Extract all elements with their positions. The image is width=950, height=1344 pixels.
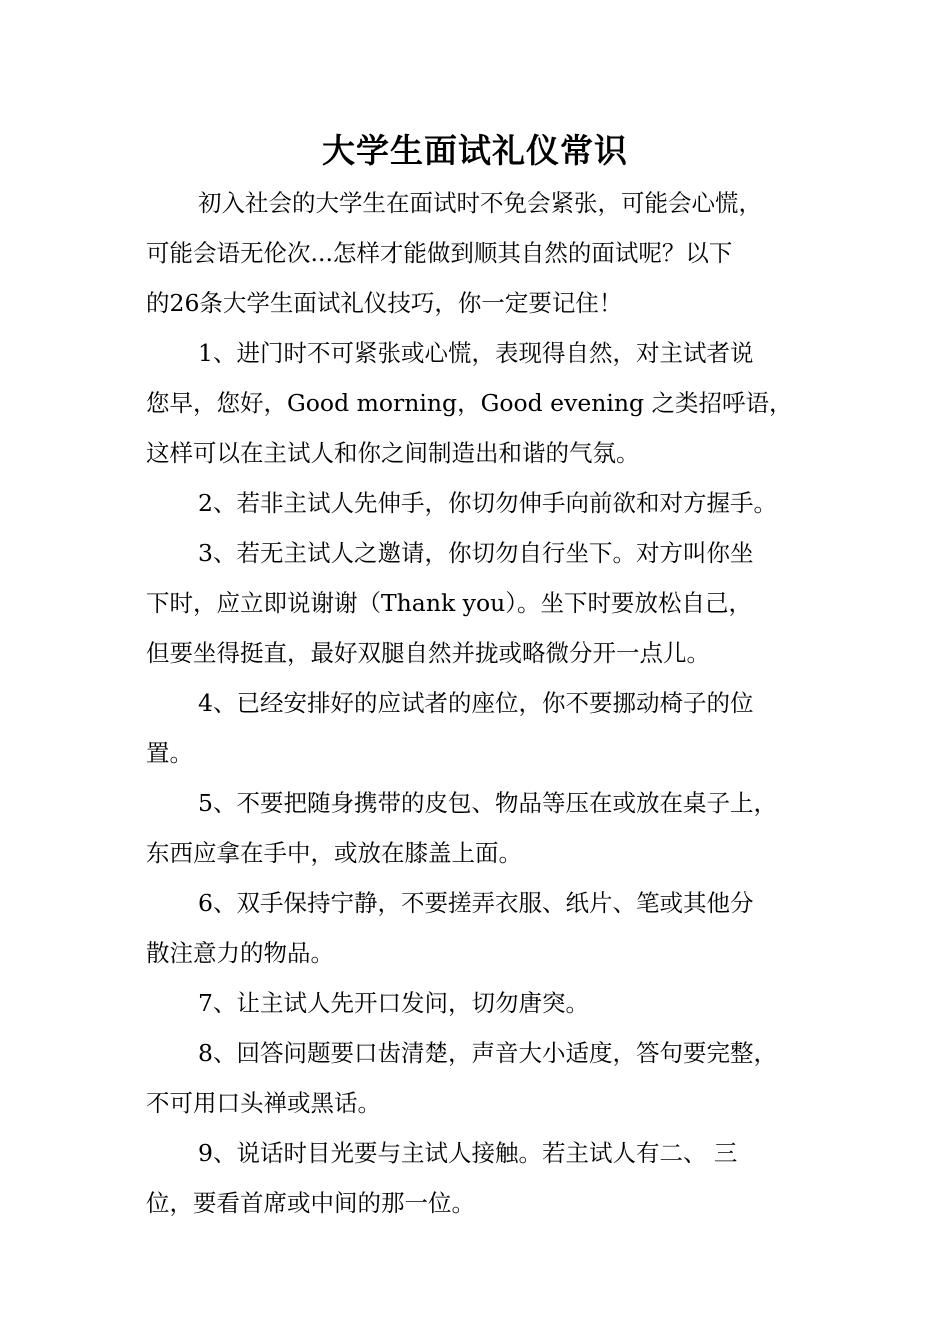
paragraph-item-3 <box>146 528 822 678</box>
paragraph-line: 初入社会的大学生在面试时不免会紧张，可能会心慌， <box>198 189 762 217</box>
paragraph-item-1 <box>146 328 822 478</box>
paragraph-item-7 <box>146 978 822 1028</box>
paragraph-intro <box>146 178 822 328</box>
paragraph-line: 5、不要把随身携带的皮包、物品等压在或放在桌子上， <box>198 789 777 817</box>
paragraph-line: 的26条大学生面试礼仪技巧，你一定要记住！ <box>146 289 623 317</box>
paragraph-item-2 <box>146 478 822 528</box>
paragraph-item-6 <box>146 878 822 978</box>
document-body <box>146 178 822 1228</box>
paragraph-line: 2、若非主试人先伸手，你切勿伸手向前欲和对方握手。 <box>198 489 777 517</box>
paragraph-item-8 <box>146 1028 822 1128</box>
paragraph-line: 8、回答问题要口齿清楚，声音大小适度，答句要完整， <box>198 1039 777 1067</box>
paragraph-line: 可能会语无伦次...怎样才能做到顺其自然的面试呢？以下 <box>146 239 733 267</box>
paragraph-line: 置。 <box>146 739 193 767</box>
paragraph-line: 您早，您好，Good morning，Good evening 之类招呼语， <box>146 389 793 417</box>
paragraph-line: 散注意力的物品。 <box>146 939 334 967</box>
paragraph-item-9 <box>146 1128 822 1228</box>
paragraph-line: 不可用口头禅或黑话。 <box>146 1089 381 1117</box>
document-title: 大学生面试礼仪常识 <box>322 131 628 170</box>
paragraph-line: 下时，应立即说谢谢（Thank you）。坐下时要放松自己， <box>146 589 752 617</box>
paragraph-line: 3、若无主试人之邀请，你切勿自行坐下。对方叫你坐 <box>198 539 754 567</box>
paragraph-line: 这样可以在主试人和你之间制造出和谐的气氛。 <box>146 439 640 467</box>
paragraph-line: 但要坐得挺直，最好双腿自然并拢或略微分开一点儿。 <box>146 639 710 667</box>
paragraph-line: 6、双手保持宁静，不要搓弄衣服、纸片、笔或其他分 <box>198 889 754 917</box>
paragraph-line: 东西应拿在手中，或放在膝盖上面。 <box>146 839 522 867</box>
paragraph-line: 4、已经安排好的应试者的座位，你不要挪动椅子的位 <box>198 689 754 717</box>
paragraph-line: 1、进门时不可紧张或心慌，表现得自然，对主试者说 <box>198 339 754 367</box>
paragraph-line: 9、说话时目光要与主试人接触。若主试人有二、 三 <box>198 1139 738 1167</box>
paragraph-item-5 <box>146 778 822 878</box>
paragraph-item-4 <box>146 678 822 778</box>
paragraph-line: 位，要看首席或中间的那一位。 <box>146 1189 475 1217</box>
paragraph-line: 7、让主试人先开口发问，切勿唐突。 <box>198 989 589 1017</box>
